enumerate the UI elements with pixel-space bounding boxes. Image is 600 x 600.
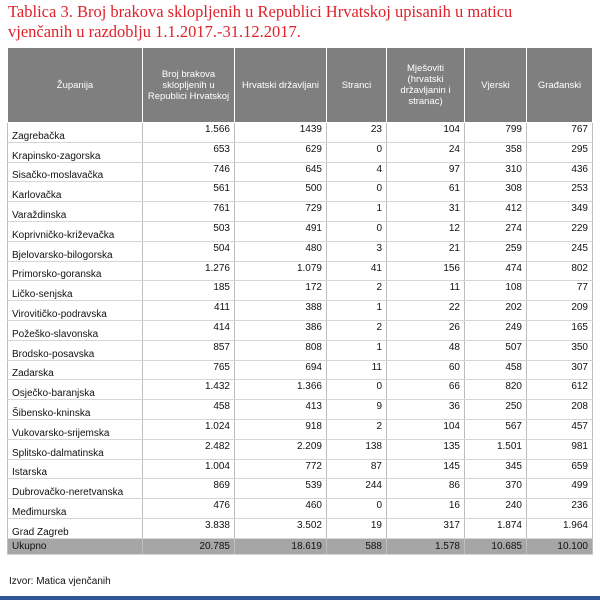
total-label: Ukupno [8,538,143,554]
value-cell: 138 [327,439,387,459]
value-cell: 1.501 [465,439,527,459]
value-cell: 87 [327,459,387,479]
total-cell: 10.685 [465,538,527,554]
value-cell: 802 [527,261,593,281]
value-cell: 244 [327,479,387,499]
value-cell: 761 [143,202,235,222]
value-cell: 458 [143,400,235,420]
table-row [8,162,593,182]
county-name-cell: Međimurska [8,499,143,519]
value-cell: 458 [465,360,527,380]
value-cell: 503 [143,221,235,241]
value-cell: 97 [387,162,465,182]
value-cell: 61 [387,182,465,202]
county-name-cell: Dubrovačko-neretvanska [8,479,143,499]
table-row [8,123,593,143]
value-cell: 370 [465,479,527,499]
table-title-line-1: Tablica 3. Broj brakova sklopljenih u Republici Hrvatskoj upisanih u maticu [8,2,513,21]
county-name-cell: Varaždinska [8,202,143,222]
value-cell: 349 [527,202,593,222]
value-cell: 857 [143,340,235,360]
value-cell: 19 [327,518,387,538]
value-cell: 22 [387,301,465,321]
value-cell: 26 [387,320,465,340]
county-name-cell: Splitsko-dalmatinska [8,439,143,459]
county-name-cell: Požeško-slavonska [8,320,143,340]
table-row [8,182,593,202]
value-cell: 436 [527,162,593,182]
value-cell: 500 [235,182,327,202]
value-cell: 48 [387,340,465,360]
value-cell: 765 [143,360,235,380]
county-name-cell: Virovitičko-podravska [8,301,143,321]
value-cell: 0 [327,221,387,241]
table-row [8,261,593,281]
value-cell: 295 [527,142,593,162]
value-cell: 1.366 [235,380,327,400]
value-cell: 491 [235,221,327,241]
total-cell: 20.785 [143,538,235,554]
header-vjerski: Vjerski [465,48,527,123]
total-cell: 1.578 [387,538,465,554]
value-cell: 2 [327,281,387,301]
value-cell: 240 [465,499,527,519]
value-cell: 412 [465,202,527,222]
value-cell: 1.079 [235,261,327,281]
value-cell: 507 [465,340,527,360]
county-name-cell: Karlovačka [8,182,143,202]
total-cell: 588 [327,538,387,554]
county-name-cell: Sisačko-moslavačka [8,162,143,182]
value-cell: 3.502 [235,518,327,538]
value-cell: 350 [527,340,593,360]
value-cell: 612 [527,380,593,400]
table-total-row [8,538,593,554]
header-gradjanski: Građanski [527,48,593,123]
value-cell: 2.482 [143,439,235,459]
county-name-cell: Ličko-senjska [8,281,143,301]
value-cell: 457 [527,419,593,439]
value-cell: 767 [527,123,593,143]
value-cell: 86 [387,479,465,499]
value-cell: 645 [235,162,327,182]
county-name-cell: Primorsko-goranska [8,261,143,281]
table-row [8,439,593,459]
value-cell: 307 [527,360,593,380]
table-row [8,340,593,360]
value-cell: 310 [465,162,527,182]
value-cell: 3 [327,241,387,261]
value-cell: 11 [327,360,387,380]
total-cell: 10.100 [527,538,593,554]
value-cell: 274 [465,221,527,241]
value-cell: 0 [327,182,387,202]
value-cell: 249 [465,320,527,340]
total-cell: 18.619 [235,538,327,554]
header-zupanija: Županija [8,48,143,123]
value-cell: 411 [143,301,235,321]
county-name-cell: Vukovarsko-srijemska [8,419,143,439]
value-cell: 746 [143,162,235,182]
value-cell: 145 [387,459,465,479]
value-cell: 1.964 [527,518,593,538]
value-cell: 60 [387,360,465,380]
table-row [8,142,593,162]
value-cell: 0 [327,380,387,400]
table-row [8,281,593,301]
value-cell: 1.874 [465,518,527,538]
value-cell: 11 [387,281,465,301]
value-cell: 2 [327,419,387,439]
value-cell: 24 [387,142,465,162]
value-cell: 0 [327,499,387,519]
table-row [8,400,593,420]
county-name-cell: Zagrebačka [8,123,143,143]
table-title-line-2: vjenčanih u razdoblju 1.1.2017.-31.12.2017. [8,22,301,41]
value-cell: 66 [387,380,465,400]
value-cell: 31 [387,202,465,222]
value-cell: 2.209 [235,439,327,459]
value-cell: 2 [327,320,387,340]
value-cell: 659 [527,459,593,479]
county-name-cell: Koprivničko-križevačka [8,221,143,241]
value-cell: 504 [143,241,235,261]
value-cell: 21 [387,241,465,261]
value-cell: 172 [235,281,327,301]
value-cell: 209 [527,301,593,321]
county-name-cell: Bjelovarsko-bilogorska [8,241,143,261]
value-cell: 156 [387,261,465,281]
table-row [8,360,593,380]
value-cell: 1 [327,301,387,321]
county-name-cell: Krapinsko-zagorska [8,142,143,162]
value-cell: 16 [387,499,465,519]
value-cell: 869 [143,479,235,499]
value-cell: 345 [465,459,527,479]
value-cell: 185 [143,281,235,301]
value-cell: 386 [235,320,327,340]
table-row [8,459,593,479]
value-cell: 694 [235,360,327,380]
value-cell: 539 [235,479,327,499]
table-row [8,221,593,241]
value-cell: 820 [465,380,527,400]
value-cell: 0 [327,142,387,162]
value-cell: 799 [465,123,527,143]
header-broj-brakova: Broj brakova sklopljenih u Republici Hrvatskoj [143,48,235,123]
value-cell: 104 [387,123,465,143]
value-cell: 108 [465,281,527,301]
value-cell: 358 [465,142,527,162]
value-cell: 250 [465,400,527,420]
value-cell: 36 [387,400,465,420]
table-row [8,241,593,261]
value-cell: 1 [327,340,387,360]
value-cell: 229 [527,221,593,241]
value-cell: 474 [465,261,527,281]
table-row [8,320,593,340]
value-cell: 245 [527,241,593,261]
value-cell: 1.566 [143,123,235,143]
value-cell: 135 [387,439,465,459]
header-mjesoviti: Mješoviti (hrvatski državljanin i stranac) [387,48,465,123]
value-cell: 236 [527,499,593,519]
value-cell: 413 [235,400,327,420]
value-cell: 202 [465,301,527,321]
value-cell: 808 [235,340,327,360]
table-title [8,2,594,42]
value-cell: 41 [327,261,387,281]
county-name-cell: Grad Zagreb [8,518,143,538]
value-cell: 499 [527,479,593,499]
value-cell: 567 [465,419,527,439]
value-cell: 918 [235,419,327,439]
value-cell: 729 [235,202,327,222]
county-name-cell: Zadarska [8,360,143,380]
value-cell: 104 [387,419,465,439]
value-cell: 4 [327,162,387,182]
table-row [8,380,593,400]
value-cell: 653 [143,142,235,162]
value-cell: 772 [235,459,327,479]
value-cell: 3.838 [143,518,235,538]
county-name-cell: Brodsko-posavska [8,340,143,360]
value-cell: 1 [327,202,387,222]
value-cell: 208 [527,400,593,420]
value-cell: 23 [327,123,387,143]
value-cell: 1.024 [143,419,235,439]
value-cell: 308 [465,182,527,202]
table-body [8,123,593,539]
county-name-cell: Osječko-baranjska [8,380,143,400]
value-cell: 629 [235,142,327,162]
value-cell: 165 [527,320,593,340]
source-note: Izvor: Matica vjenčanih [9,576,111,587]
marriages-table [7,47,593,555]
table-row [8,301,593,321]
value-cell: 561 [143,182,235,202]
value-cell: 480 [235,241,327,261]
value-cell: 414 [143,320,235,340]
value-cell: 1439 [235,123,327,143]
table-row [8,479,593,499]
table-row [8,518,593,538]
value-cell: 253 [527,182,593,202]
value-cell: 460 [235,499,327,519]
value-cell: 259 [465,241,527,261]
table-row [8,202,593,222]
header-hrvatski-drzavljani: Hrvatski državljani [235,48,327,123]
value-cell: 981 [527,439,593,459]
value-cell: 1.276 [143,261,235,281]
header-stranci: Stranci [327,48,387,123]
value-cell: 317 [387,518,465,538]
value-cell: 9 [327,400,387,420]
county-name-cell: Šibensko-kninska [8,400,143,420]
value-cell: 1.432 [143,380,235,400]
value-cell: 77 [527,281,593,301]
value-cell: 388 [235,301,327,321]
value-cell: 476 [143,499,235,519]
bottom-rule [0,596,600,600]
table-row [8,499,593,519]
county-name-cell: Istarska [8,459,143,479]
table-row [8,419,593,439]
value-cell: 12 [387,221,465,241]
value-cell: 1.004 [143,459,235,479]
table-header-row [8,48,593,123]
